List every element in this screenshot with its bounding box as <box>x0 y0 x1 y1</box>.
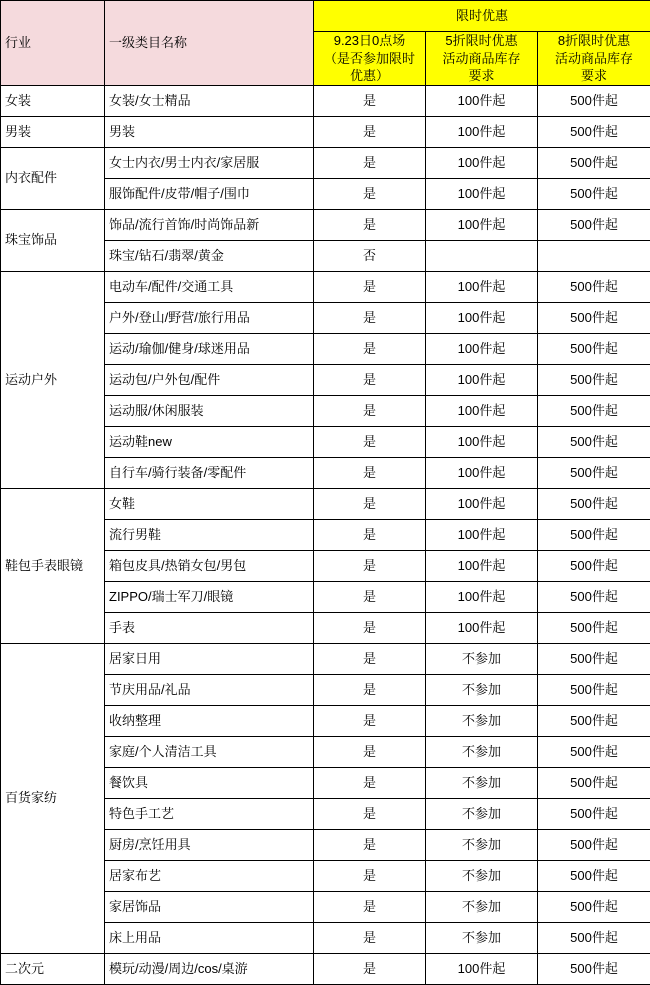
join-cell: 是 <box>314 953 426 984</box>
join-cell: 是 <box>314 116 426 147</box>
category-cell: 餐饮具 <box>105 767 314 798</box>
table-header <box>1 1 650 86</box>
discount8-stock-cell: 500件起 <box>538 581 650 612</box>
discount5-stock-cell: 不参加 <box>426 922 538 953</box>
category-cell: 电动车/配件/交通工具 <box>105 271 314 302</box>
industry-cell: 珠宝饰品 <box>1 209 105 271</box>
category-cell: 运动鞋new <box>105 426 314 457</box>
discount8-stock-cell: 500件起 <box>538 767 650 798</box>
join-cell: 是 <box>314 550 426 581</box>
join-cell: 是 <box>314 519 426 550</box>
join-cell: 是 <box>314 178 426 209</box>
header-discount8-line3: 要求 <box>542 67 646 85</box>
discount8-stock-cell <box>538 240 650 271</box>
join-cell: 是 <box>314 674 426 705</box>
table-row <box>1 953 650 984</box>
header-promo-group: 限时优惠 <box>314 1 650 32</box>
discount5-stock-cell: 100件起 <box>426 581 538 612</box>
discount8-stock-cell: 500件起 <box>538 674 650 705</box>
discount8-stock-cell: 500件起 <box>538 550 650 581</box>
discount8-stock-cell: 500件起 <box>538 395 650 426</box>
discount8-stock-cell: 500件起 <box>538 457 650 488</box>
discount8-stock-cell: 500件起 <box>538 426 650 457</box>
discount5-stock-cell: 100件起 <box>426 426 538 457</box>
join-cell: 是 <box>314 333 426 364</box>
category-cell: 运动/瑜伽/健身/球迷用品 <box>105 333 314 364</box>
discount5-stock-cell: 100件起 <box>426 85 538 116</box>
category-cell: 床上用品 <box>105 922 314 953</box>
discount8-stock-cell: 500件起 <box>538 271 650 302</box>
discount8-stock-cell: 500件起 <box>538 488 650 519</box>
category-cell: 模玩/动漫/周边/cos/桌游 <box>105 953 314 984</box>
industry-cell: 鞋包手表眼镜 <box>1 488 105 643</box>
discount8-stock-cell: 500件起 <box>538 798 650 829</box>
discount5-stock-cell: 100件起 <box>426 953 538 984</box>
header-join-line1: 9.23日0点场 <box>318 32 421 50</box>
discount8-stock-cell: 500件起 <box>538 85 650 116</box>
discount5-stock-cell: 不参加 <box>426 798 538 829</box>
discount5-stock-cell: 不参加 <box>426 674 538 705</box>
header-row-top <box>1 1 650 32</box>
discount8-stock-cell: 500件起 <box>538 736 650 767</box>
header-discount8-line2: 活动商品库存 <box>542 50 646 68</box>
category-cell: 手表 <box>105 612 314 643</box>
discount5-stock-cell: 100件起 <box>426 457 538 488</box>
category-cell: 居家布艺 <box>105 860 314 891</box>
join-cell: 是 <box>314 488 426 519</box>
header-discount8-line1: 8折限时优惠 <box>542 32 646 50</box>
join-cell: 是 <box>314 860 426 891</box>
category-cell: 收纳整理 <box>105 705 314 736</box>
category-cell: 服饰配件/皮带/帽子/围巾 <box>105 178 314 209</box>
discount5-stock-cell: 100件起 <box>426 364 538 395</box>
category-cell: 户外/登山/野营/旅行用品 <box>105 302 314 333</box>
join-cell: 是 <box>314 922 426 953</box>
category-cell: 男装 <box>105 116 314 147</box>
category-cell: 女士内衣/男士内衣/家居服 <box>105 147 314 178</box>
discount5-stock-cell: 不参加 <box>426 891 538 922</box>
header-discount5-line1: 5折限时优惠 <box>430 32 533 50</box>
join-cell: 是 <box>314 395 426 426</box>
table-row <box>1 147 650 178</box>
discount5-stock-cell: 不参加 <box>426 643 538 674</box>
discount8-stock-cell: 500件起 <box>538 922 650 953</box>
join-cell: 是 <box>314 643 426 674</box>
discount5-stock-cell: 100件起 <box>426 333 538 364</box>
discount8-stock-cell: 500件起 <box>538 147 650 178</box>
discount8-stock-cell: 500件起 <box>538 612 650 643</box>
discount8-stock-cell: 500件起 <box>538 209 650 240</box>
table-row <box>1 116 650 147</box>
discount5-stock-cell: 100件起 <box>426 519 538 550</box>
table-row <box>1 643 650 674</box>
discount8-stock-cell: 500件起 <box>538 860 650 891</box>
category-cell: 厨房/烹饪用具 <box>105 829 314 860</box>
industry-cell: 运动户外 <box>1 271 105 488</box>
discount8-stock-cell: 500件起 <box>538 364 650 395</box>
category-cell: 节庆用品/礼品 <box>105 674 314 705</box>
discount8-stock-cell: 500件起 <box>538 891 650 922</box>
category-cell: ZIPPO/瑞士军刀/眼镜 <box>105 581 314 612</box>
join-cell: 是 <box>314 798 426 829</box>
join-cell: 是 <box>314 457 426 488</box>
discount5-stock-cell <box>426 240 538 271</box>
discount5-stock-cell: 100件起 <box>426 395 538 426</box>
category-cell: 运动包/户外包/配件 <box>105 364 314 395</box>
join-cell: 是 <box>314 426 426 457</box>
category-cell: 女鞋 <box>105 488 314 519</box>
discount5-stock-cell: 100件起 <box>426 209 538 240</box>
industry-cell: 百货家纺 <box>1 643 105 953</box>
join-cell: 是 <box>314 271 426 302</box>
discount8-stock-cell: 500件起 <box>538 829 650 860</box>
industry-cell: 二次元 <box>1 953 105 984</box>
join-cell: 是 <box>314 891 426 922</box>
join-cell: 是 <box>314 302 426 333</box>
discount8-stock-cell: 500件起 <box>538 302 650 333</box>
discount5-stock-cell: 不参加 <box>426 767 538 798</box>
join-cell: 是 <box>314 705 426 736</box>
category-cell: 家庭/个人清洁工具 <box>105 736 314 767</box>
discount8-stock-cell: 500件起 <box>538 953 650 984</box>
table-row <box>1 85 650 116</box>
table-row <box>1 209 650 240</box>
header-discount5 <box>426 32 538 86</box>
header-join-line2: （是否参加限时 <box>318 50 421 68</box>
discount5-stock-cell: 100件起 <box>426 488 538 519</box>
discount5-stock-cell: 不参加 <box>426 705 538 736</box>
category-cell: 箱包皮具/热销女包/男包 <box>105 550 314 581</box>
category-cell: 女装/女士精品 <box>105 85 314 116</box>
header-category: 一级类目名称 <box>105 1 314 86</box>
join-cell: 是 <box>314 85 426 116</box>
header-discount5-line3: 要求 <box>430 67 533 85</box>
discount5-stock-cell: 不参加 <box>426 736 538 767</box>
header-industry: 行业 <box>1 1 105 86</box>
category-cell: 珠宝/钻石/翡翠/黄金 <box>105 240 314 271</box>
join-cell: 否 <box>314 240 426 271</box>
discount8-stock-cell: 500件起 <box>538 333 650 364</box>
discount8-stock-cell: 500件起 <box>538 705 650 736</box>
join-cell: 是 <box>314 612 426 643</box>
table-body <box>1 85 650 984</box>
industry-cell: 内衣配件 <box>1 147 105 209</box>
category-cell: 特色手工艺 <box>105 798 314 829</box>
category-cell: 自行车/骑行装备/零配件 <box>105 457 314 488</box>
header-join-line3: 优惠） <box>318 67 421 85</box>
join-cell: 是 <box>314 736 426 767</box>
industry-cell: 女装 <box>1 85 105 116</box>
discount8-stock-cell: 500件起 <box>538 519 650 550</box>
join-cell: 是 <box>314 767 426 798</box>
discount5-stock-cell: 不参加 <box>426 860 538 891</box>
header-discount5-line2: 活动商品库存 <box>430 50 533 68</box>
join-cell: 是 <box>314 364 426 395</box>
discount5-stock-cell: 100件起 <box>426 612 538 643</box>
category-cell: 家居饰品 <box>105 891 314 922</box>
industry-cell: 男装 <box>1 116 105 147</box>
discount8-stock-cell: 500件起 <box>538 178 650 209</box>
table-row <box>1 271 650 302</box>
discount5-stock-cell: 100件起 <box>426 147 538 178</box>
category-cell: 居家日用 <box>105 643 314 674</box>
discount5-stock-cell: 100件起 <box>426 271 538 302</box>
header-discount8 <box>538 32 650 86</box>
join-cell: 是 <box>314 147 426 178</box>
join-cell: 是 <box>314 829 426 860</box>
discount5-stock-cell: 100件起 <box>426 178 538 209</box>
header-join <box>314 32 426 86</box>
join-cell: 是 <box>314 581 426 612</box>
discount5-stock-cell: 不参加 <box>426 829 538 860</box>
category-cell: 饰品/流行首饰/时尚饰品新 <box>105 209 314 240</box>
discount5-stock-cell: 100件起 <box>426 302 538 333</box>
category-cell: 运动服/休闲服装 <box>105 395 314 426</box>
discount5-stock-cell: 100件起 <box>426 550 538 581</box>
discount8-stock-cell: 500件起 <box>538 116 650 147</box>
category-cell: 流行男鞋 <box>105 519 314 550</box>
discount5-stock-cell: 100件起 <box>426 116 538 147</box>
table-row <box>1 488 650 519</box>
join-cell: 是 <box>314 209 426 240</box>
discount8-stock-cell: 500件起 <box>538 643 650 674</box>
